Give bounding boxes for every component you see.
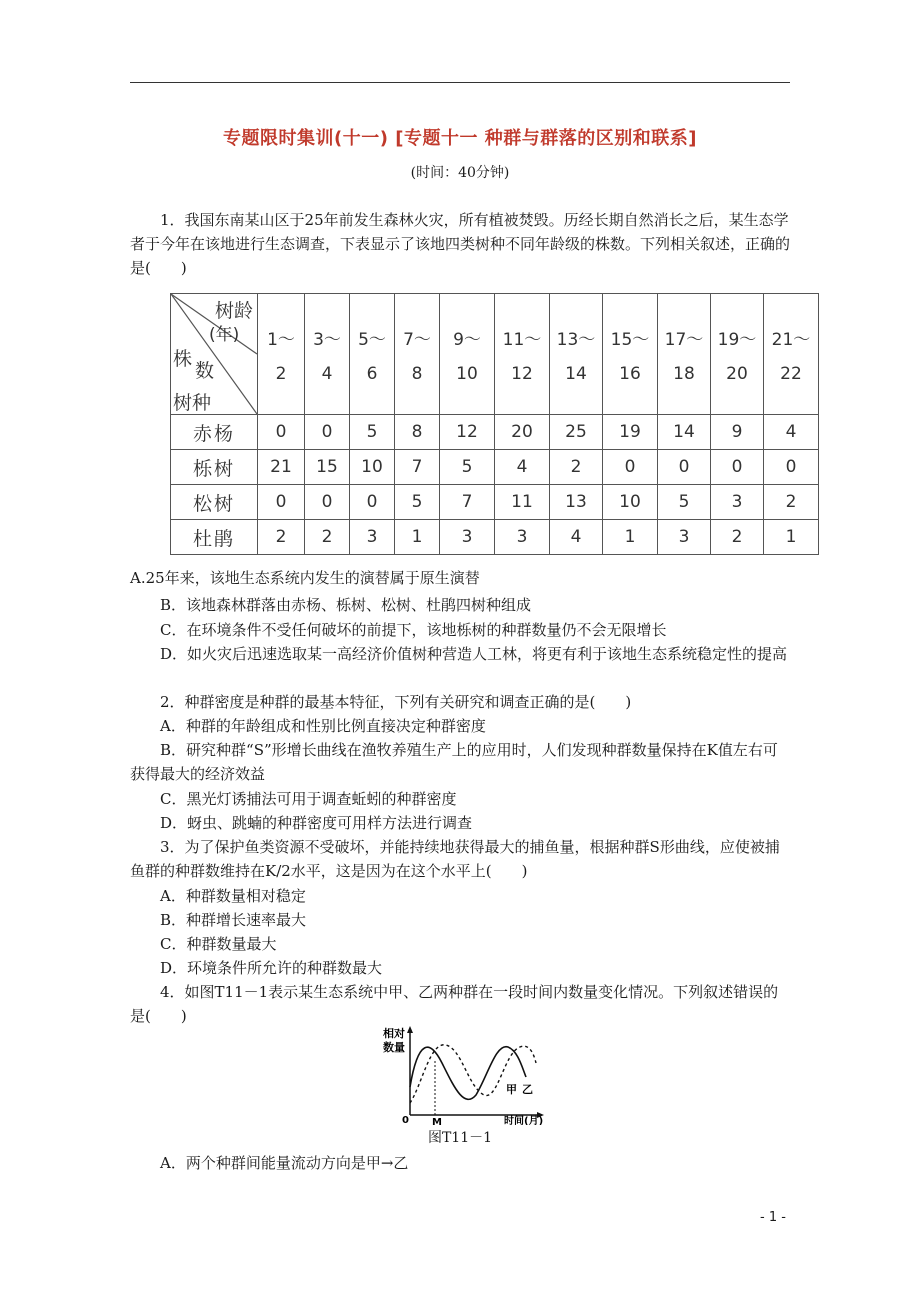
table-cell: 5 <box>395 485 440 520</box>
table-cell: 1 <box>395 520 440 555</box>
col-range-end: 8 <box>411 363 423 384</box>
population-figure <box>380 1025 550 1125</box>
fig-legend-jia: 甲 <box>506 1083 517 1096</box>
table-cell: 3 <box>711 485 764 520</box>
corner-label-mid2: 数 <box>195 360 215 382</box>
q2-option-a: A．种群的年龄组成和性别比例直接决定种群密度 <box>160 717 486 735</box>
table-cell: 13 <box>550 485 603 520</box>
fig-ylabel-1: 相对 <box>383 1027 405 1040</box>
q1-table <box>170 293 819 555</box>
fig-origin: 0 <box>402 1115 409 1125</box>
table-cell: 0 <box>258 415 305 450</box>
table-col-header <box>603 294 658 415</box>
table-cell: 2 <box>305 520 350 555</box>
table-cell: 12 <box>440 415 495 450</box>
table-col-header <box>440 294 495 415</box>
row-species-name: 松树 <box>171 485 258 520</box>
page-title: 专题限时集训(十一) [专题十一 种群与群落的区别和联系] <box>223 128 697 149</box>
table-cell: 0 <box>658 450 711 485</box>
q3-option-a: A．种群数量相对稳定 <box>160 887 306 905</box>
table-row <box>171 415 819 450</box>
col-range-start: 5～ <box>358 329 386 350</box>
table-cell: 19 <box>603 415 658 450</box>
col-range-end: 20 <box>726 363 748 384</box>
col-range-start: 7～ <box>403 329 431 350</box>
row-species-name: 赤杨 <box>171 415 258 450</box>
table-cell: 8 <box>395 415 440 450</box>
q1-option-d: D．如火灾后迅速选取某一高经济价值树种营造人工林，将更有利于该地生态系统稳定性的提高 <box>160 645 788 663</box>
col-range-start: 3～ <box>313 329 341 350</box>
table-cell: 3 <box>658 520 711 555</box>
table-cell: 7 <box>395 450 440 485</box>
q3-option-c: C．种群数量最大 <box>160 935 277 953</box>
table-cell: 2 <box>550 450 603 485</box>
q4-stem: 4．如图T11－1表示某生态系统中甲、乙两种群在一段时间内数量变化情况。下列叙述错误的是( ) <box>130 983 779 1025</box>
page-number: - 1 - <box>760 1210 786 1225</box>
col-range-end: 2 <box>275 363 287 384</box>
q2-option-b: B．研究种群“S”形增长曲线在渔牧养殖生产上的应用时，人们发现种群数量保持在K值左右可获得最大的经济效益 <box>130 741 778 783</box>
table-cell: 3 <box>495 520 550 555</box>
corner-label-top: 树龄 <box>215 300 254 322</box>
fig-legend-yi: 乙 <box>522 1083 533 1096</box>
table-cell: 0 <box>711 450 764 485</box>
q3-option-d: D．环境条件所允许的种群数最大 <box>160 959 383 977</box>
col-range-end: 14 <box>565 363 587 384</box>
table-cell: 4 <box>550 520 603 555</box>
fig-xlabel: 时间(月) <box>504 1116 544 1125</box>
table-cell: 15 <box>305 450 350 485</box>
col-range-start: 11～ <box>502 329 542 350</box>
q2-option-c: C．黑光灯诱捕法可用于调查蚯蚓的种群密度 <box>160 790 457 808</box>
q3-option-b: B．种群增长速率最大 <box>160 911 307 929</box>
table-cell: 10 <box>350 450 395 485</box>
corner-label-top2: (年) <box>209 325 240 345</box>
table-cell: 0 <box>258 485 305 520</box>
fig-mark-m: M <box>432 1117 442 1125</box>
col-range-end: 16 <box>619 363 641 384</box>
row-species-name: 杜鹃 <box>171 520 258 555</box>
col-range-start: 15～ <box>610 329 650 350</box>
table-cell: 0 <box>305 485 350 520</box>
q1-option-a: A.25年来，该地生态系统内发生的演替属于原生演替 <box>130 569 480 587</box>
table-cell: 14 <box>658 415 711 450</box>
table-cell: 3 <box>350 520 395 555</box>
col-range-end: 18 <box>673 363 695 384</box>
table-cell: 1 <box>603 520 658 555</box>
table-col-header <box>550 294 603 415</box>
table-corner-cell <box>171 294 258 415</box>
table-cell: 5 <box>350 415 395 450</box>
table-cell: 0 <box>764 450 819 485</box>
col-range-start: 21～ <box>771 329 811 350</box>
table-cell: 0 <box>305 415 350 450</box>
table-row <box>171 485 819 520</box>
table-col-header <box>258 294 305 415</box>
col-range-start: 9～ <box>453 329 481 350</box>
col-range-end: 4 <box>321 363 333 384</box>
y-axis-arrow-icon <box>407 1026 413 1033</box>
table-cell: 2 <box>764 485 819 520</box>
q1-option-b: B．该地森林群落由赤杨、栎树、松树、杜鹃四树种组成 <box>160 596 532 614</box>
table-col-header <box>395 294 440 415</box>
table-col-header <box>305 294 350 415</box>
table-cell: 21 <box>258 450 305 485</box>
table-cell: 4 <box>764 415 819 450</box>
table-cell: 11 <box>495 485 550 520</box>
header-rule <box>130 82 790 83</box>
table-cell: 2 <box>711 520 764 555</box>
table-cell: 9 <box>711 415 764 450</box>
table-col-header <box>495 294 550 415</box>
q4-option-a: A．两个种群间能量流动方向是甲→乙 <box>160 1154 409 1172</box>
table-cell: 5 <box>440 450 495 485</box>
table-cell: 4 <box>495 450 550 485</box>
table-row <box>171 450 819 485</box>
table-cell: 0 <box>603 450 658 485</box>
corner-label-mid1: 株 <box>173 348 193 370</box>
col-range-start: 17～ <box>664 329 704 350</box>
q3-stem: 3．为了保护鱼类资源不受破坏，并能持续地获得最大的捕鱼量，根据种群S形曲线，应使被捕鱼群的种群数维持在K/2水平，这是因为在这个水平上( ) <box>130 838 780 880</box>
q1-option-c: C．在环境条件不受任何破坏的前提下，该地栎树的种群数量仍不会无限增长 <box>160 621 667 639</box>
fig-ylabel-2: 数量 <box>383 1041 405 1054</box>
col-range-end: 12 <box>511 363 533 384</box>
table-cell: 1 <box>764 520 819 555</box>
table-cell: 20 <box>495 415 550 450</box>
table-row <box>171 520 819 555</box>
q2-stem: 2．种群密度是种群的最基本特征，下列有关研究和调查正确的是( ) <box>160 693 632 711</box>
curve-yi <box>410 1045 536 1103</box>
corner-label-bottom: 树种 <box>173 392 212 414</box>
table-cell: 3 <box>440 520 495 555</box>
col-range-start: 1～ <box>267 329 295 350</box>
table-col-header <box>350 294 395 415</box>
col-range-start: 13～ <box>556 329 596 350</box>
table-col-header <box>764 294 819 415</box>
col-range-end: 6 <box>366 363 378 384</box>
table-cell: 0 <box>350 485 395 520</box>
row-species-name: 栎树 <box>171 450 258 485</box>
col-range-start: 19～ <box>717 329 757 350</box>
time-limit: (时间：40分钟) <box>410 165 510 181</box>
table-header-row <box>171 294 819 415</box>
table-col-header <box>711 294 764 415</box>
table-cell: 5 <box>658 485 711 520</box>
table-cell: 10 <box>603 485 658 520</box>
figure-caption: 图T11－1 <box>427 1130 493 1146</box>
q1-stem: 1．我国东南某山区于25年前发生森林火灾，所有植被焚毁。历经长期自然消长之后，某生态学者于今年在该地进行生态调查，下表显示了该地四类树种不同年龄级的株数。下列相关叙述，正确的是( ) <box>130 211 791 277</box>
table-cell: 7 <box>440 485 495 520</box>
col-range-end: 22 <box>780 363 802 384</box>
table-col-header <box>658 294 711 415</box>
q2-option-d: D．蚜虫、跳蝻的种群密度可用样方法进行调查 <box>160 814 473 832</box>
col-range-end: 10 <box>456 363 478 384</box>
table-cell: 2 <box>258 520 305 555</box>
table-cell: 25 <box>550 415 603 450</box>
